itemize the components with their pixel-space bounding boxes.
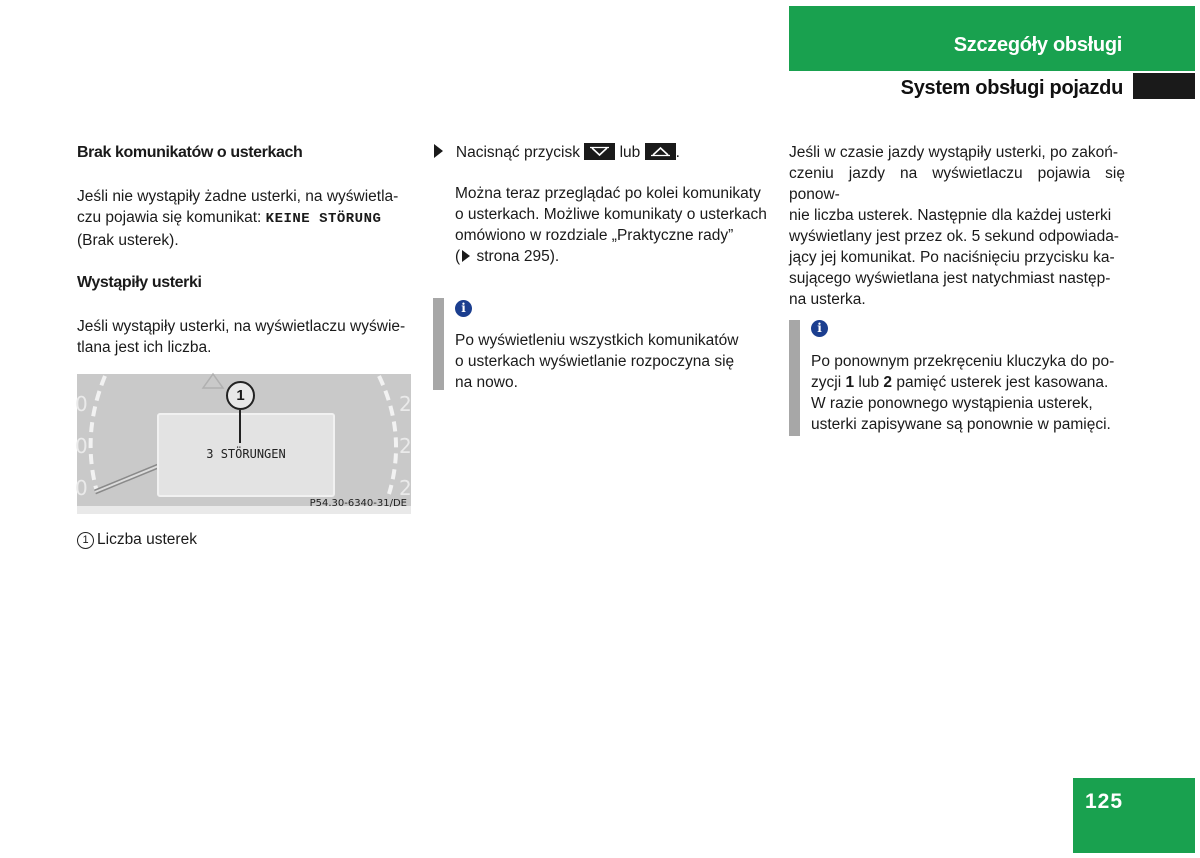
- note-right: [811, 351, 1131, 435]
- scroll-down-key-icon: [584, 143, 615, 160]
- page-reference[interactable]: [455, 248, 559, 265]
- text-line: nie liczba usterek. Następnie dla każdej usterki: [789, 207, 1112, 224]
- text-line: W razie ponownego wystąpienia usterek,: [811, 395, 1093, 412]
- key-position-2: 2: [883, 374, 893, 391]
- text-line: na usterka.: [789, 291, 866, 308]
- multifunction-display: [157, 413, 335, 497]
- info-icon: i: [811, 320, 828, 337]
- text-fragment: zycji: [811, 374, 846, 391]
- text-line: Po ponownym przekręceniu kluczyka do po-: [811, 353, 1115, 370]
- callout-line: [239, 410, 241, 443]
- section-header-bar: [789, 6, 1195, 71]
- heading-faults-occurred: Wystąpiły usterki: [77, 274, 202, 291]
- figure-caption: [77, 529, 197, 550]
- section-title: Szczegóły obsługi: [953, 34, 1122, 56]
- gauge-digit: 2: [399, 392, 412, 416]
- text-line: na nowo.: [455, 374, 518, 391]
- paragraph-faults-occurred: [77, 316, 413, 358]
- text-line: omówiono w rozdziale „Praktyczne rady”: [455, 227, 734, 244]
- gauge-digit: 2: [399, 434, 412, 458]
- heading-no-faults: Brak komunikatów o usterkach: [77, 144, 303, 161]
- page-number-box: [1073, 778, 1195, 853]
- caption-text: Liczba usterek: [97, 531, 197, 548]
- display-message-code: KEINE STÖRUNG: [265, 211, 382, 227]
- text-line: jący jej komunikat. Po naciśnięciu przycisku ka-: [789, 249, 1115, 266]
- text-line: usterki zapisywane są ponownie w pamięci.: [811, 416, 1111, 433]
- text-line: Jeśli w czasie jazdy wystąpiły usterki, po zakoń-: [789, 144, 1119, 161]
- display-text: 3 STÖRUNGEN: [206, 447, 286, 461]
- gauge-digit: 0: [75, 392, 88, 416]
- text-line: czeniu jazdy na wyświetlaczu pojawia się ponow-: [789, 165, 1125, 203]
- callout-marker: 1: [226, 381, 255, 410]
- text-line: Jeśli wystąpiły usterki, na wyświetlaczu wyświe-: [77, 318, 406, 335]
- gauge-digit: 0: [75, 476, 88, 500]
- instrument-cluster-figure: [77, 374, 411, 514]
- text-fragment: pamięć usterek jest kasowana.: [892, 374, 1109, 391]
- text-line: o usterkach. Możliwe komunikaty o usterkach: [455, 206, 767, 223]
- ref-prefix: (: [455, 248, 461, 265]
- note-bar: [433, 298, 444, 390]
- ref-suffix: strona 295).: [472, 248, 560, 265]
- text-line: sującego wyświetlana jest natychmiast następ-: [789, 270, 1111, 287]
- page-number: 125: [1085, 790, 1124, 813]
- key-position-1: 1: [845, 374, 855, 391]
- info-icon: i: [455, 300, 472, 317]
- caption-number: 1: [77, 532, 94, 549]
- scroll-up-key-icon: [645, 143, 676, 160]
- text-line: wyświetlany jest przez ok. 5 sekund odpowiada-: [789, 228, 1119, 245]
- step-instruction: [434, 142, 774, 163]
- header-black-tab: [1133, 73, 1195, 99]
- gauge-digit: 2: [399, 476, 412, 500]
- step-text: Nacisnąć przycisk: [455, 144, 580, 161]
- paragraph-no-faults: [77, 186, 413, 251]
- gauge-digit: 0: [75, 434, 88, 458]
- text-line: Po wyświetleniu wszystkich komunikatów: [455, 332, 739, 349]
- text-line: czu pojawia się komunikat:: [77, 209, 266, 226]
- page-ref-arrow-icon: [462, 250, 470, 262]
- text-line: Można teraz przeglądać po kolei komunikaty: [455, 185, 761, 202]
- text-line: Jeśli nie wystąpiły żadne usterki, na wyświetla-: [77, 188, 399, 205]
- column-right: [789, 142, 1125, 310]
- column-middle: [434, 142, 774, 267]
- paragraph-browse: [455, 183, 774, 267]
- text-line: o usterkach wyświetlanie rozpoczyna się: [455, 353, 735, 370]
- column-left: [77, 142, 413, 358]
- note-middle: [455, 330, 765, 393]
- text-line: (Brak usterek).: [77, 232, 179, 249]
- text-fragment: lub: [854, 374, 884, 391]
- figure-code: P54.30-6340-31/DE: [309, 498, 407, 509]
- step-arrow-icon: [434, 144, 443, 158]
- note-bar: [789, 320, 800, 436]
- text-line: tlana jest ich liczba.: [77, 339, 212, 356]
- step-end: .: [675, 144, 680, 161]
- step-or-text: lub: [619, 144, 641, 161]
- subsection-title: System obsługi pojazdu: [900, 77, 1123, 99]
